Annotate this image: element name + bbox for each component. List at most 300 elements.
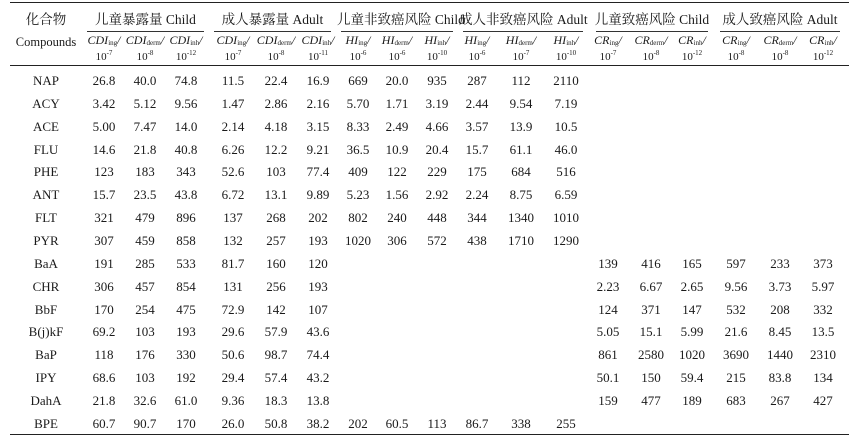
symbol-subscript: inh: [190, 39, 200, 47]
column-unit: [123, 50, 167, 63]
table-cell: 9.56: [724, 278, 748, 294]
column-symbol: $HI_{ing}/$: [345, 33, 371, 47]
table-cell: 330: [176, 347, 196, 363]
symbol-base: HI: [345, 33, 359, 47]
table-row: [0, 139, 859, 161]
compound-header-en: Compounds: [15, 35, 77, 49]
table-cell: 61.0: [174, 392, 198, 408]
table-cell: 257: [266, 232, 286, 248]
column-unit: [586, 50, 630, 63]
symbol-base: CDI: [256, 33, 278, 47]
table-cell: 191: [94, 255, 114, 271]
table-cell: 132: [223, 232, 243, 248]
table-cell: 23.5: [133, 187, 157, 203]
column-symbol: $CR_{derm}/$: [634, 33, 668, 47]
compound-name: ACY: [32, 95, 60, 111]
table-cell: 122: [387, 164, 407, 180]
table-cell: 2.16: [306, 95, 330, 111]
table-cell: 142: [266, 301, 286, 317]
table-cell: 134: [813, 370, 833, 386]
table-cell: 60.7: [92, 415, 116, 431]
unit-base: 10: [681, 51, 693, 63]
table-cell: 3.19: [425, 95, 449, 111]
symbol-base: CR: [634, 33, 650, 47]
column-header: [455, 34, 499, 63]
table-cell: 107: [308, 301, 328, 317]
table-cell: 371: [641, 301, 661, 317]
compound-header-zh: 化合物: [25, 12, 67, 27]
table-cell: 338: [511, 415, 531, 431]
group-underline: [341, 31, 453, 32]
table-cell: 15.7: [92, 187, 116, 203]
unit-base: 10: [771, 51, 783, 63]
table-cell: 9.21: [306, 141, 330, 157]
column-header: [801, 34, 845, 63]
table-cell: 233: [770, 255, 790, 271]
symbol-base: CR: [763, 33, 779, 47]
table-cell: 306: [387, 232, 407, 248]
table-cell: 2.86: [264, 95, 288, 111]
compound-name: BaP: [35, 347, 57, 363]
column-header: [82, 34, 126, 63]
table-cell: 193: [308, 278, 328, 294]
symbol-base: HI: [464, 33, 478, 47]
table-cell: 26.0: [221, 415, 245, 431]
compound-name: FLT: [35, 210, 57, 226]
table-cell: 9.89: [306, 187, 330, 203]
table-cell: 2580: [638, 347, 664, 363]
column-unit: [801, 50, 845, 63]
table-cell: 896: [176, 210, 196, 226]
symbol-base: CDI: [125, 33, 147, 47]
table-cell: 516: [556, 164, 576, 180]
table-cell: 285: [135, 255, 155, 271]
table-row: [0, 161, 859, 183]
column-header: [629, 34, 673, 63]
column-header: [296, 34, 340, 63]
column-unit: [629, 50, 673, 63]
table-cell: 475: [176, 301, 196, 317]
table-row: [0, 70, 859, 92]
table-cell: 113: [427, 415, 447, 431]
table-cell: 307: [94, 232, 114, 248]
column-header: [586, 34, 630, 63]
symbol-base: CDI: [169, 33, 191, 47]
table-cell: 254: [135, 301, 155, 317]
group-underline: [463, 31, 583, 32]
table-cell: 1340: [508, 210, 534, 226]
table-cell: 4.18: [264, 118, 288, 134]
column-symbol: $CDI_{ing}/$: [87, 33, 121, 47]
table-cell: 68.6: [92, 370, 116, 386]
table-cell: 533: [176, 255, 196, 271]
table-cell: 193: [176, 324, 196, 340]
table-cell: 9.54: [509, 95, 533, 111]
table-cell: 669: [348, 73, 368, 88]
unit-base: 10: [599, 51, 611, 63]
compound-name: BbF: [34, 301, 58, 317]
table-cell: 15.1: [639, 324, 663, 340]
table-cell: 255: [556, 415, 576, 431]
table-cell: 124: [598, 301, 618, 317]
table-cell: 409: [348, 164, 368, 180]
table-cell: 208: [770, 301, 790, 317]
table-cell: 597: [726, 255, 746, 271]
compound-name: PYR: [33, 232, 59, 248]
table-cell: 457: [135, 278, 155, 294]
table-cell: 86.7: [465, 415, 489, 431]
column-symbol: $CDI_{inh}/$: [169, 33, 203, 47]
table-cell: 159: [598, 392, 618, 408]
table-cell: 103: [135, 324, 155, 340]
table-cell: 29.6: [221, 324, 245, 340]
table-cell: 684: [511, 164, 531, 180]
table-cell: 139: [598, 255, 618, 271]
table-cell: 1.71: [385, 95, 409, 111]
table-cell: 802: [348, 210, 368, 226]
column-symbol: $CR_{inh}/$: [809, 33, 837, 47]
group-header: 成人致癌风险 Adult: [722, 12, 838, 27]
unit-base: 10: [555, 51, 567, 63]
unit-exponent: -8: [738, 49, 745, 57]
compound-name: FLU: [33, 141, 59, 157]
symbol-subscript: ing: [108, 39, 118, 47]
table-cell: 147: [682, 301, 702, 317]
unit-exponent: -7: [235, 49, 242, 57]
table-cell: 90.7: [133, 415, 157, 431]
compound-name: DahA: [30, 392, 62, 408]
table-cell: 40.0: [133, 73, 157, 88]
column-symbol: $CR_{inh}/$: [678, 33, 706, 47]
table-cell: 61.1: [509, 141, 533, 157]
table-cell: 57.4: [264, 370, 288, 386]
table-cell: 59.4: [680, 370, 704, 386]
unit-exponent: -8: [278, 49, 285, 57]
table-row: [0, 253, 859, 275]
column-header: [670, 34, 714, 63]
column-unit: [82, 50, 126, 63]
table-cell: 131: [223, 278, 243, 294]
table-cell: 5.23: [346, 187, 370, 203]
group-header: 儿童非致癌风险 Child: [337, 12, 465, 27]
table-cell: 2.24: [465, 187, 489, 203]
table-cell: 72.9: [221, 301, 245, 317]
unit-base: 10: [642, 51, 654, 63]
table-cell: 268: [266, 210, 286, 226]
unit-exponent: -7: [610, 49, 617, 57]
table-cell: 14.0: [174, 118, 198, 134]
unit-base: 10: [95, 51, 107, 63]
table-cell: 5.05: [596, 324, 620, 340]
group-header: 儿童致癌风险 Child: [594, 12, 710, 27]
table-cell: 81.7: [221, 255, 245, 271]
table-cell: 22.4: [264, 73, 288, 88]
column-header: [211, 34, 255, 63]
compound-name: BaA: [34, 255, 58, 271]
symbol-subscript: inh: [693, 39, 703, 47]
column-unit: [211, 50, 255, 63]
column-unit: [758, 50, 802, 63]
table-row: [0, 276, 859, 298]
table-cell: 18.3: [264, 392, 288, 408]
table-cell: 1290: [553, 232, 579, 248]
table-cell: 7.19: [554, 95, 578, 111]
column-symbol: $CR_{derm}/$: [763, 33, 797, 47]
symbol-base: HI: [505, 33, 519, 47]
table-cell: 202: [348, 415, 368, 431]
table-cell: 20.0: [385, 73, 409, 88]
table-cell: 10.5: [554, 118, 578, 134]
table-cell: 459: [135, 232, 155, 248]
table-cell: 13.5: [811, 324, 835, 340]
table-cell: 3.15: [306, 118, 330, 134]
symbol-subscript: inh: [824, 39, 834, 47]
table-row: [0, 230, 859, 252]
table-cell: 20.4: [425, 141, 449, 157]
table-cell: 438: [467, 232, 487, 248]
table-cell: 2.14: [221, 118, 245, 134]
group-underline: [87, 31, 204, 32]
group-header: 成人暴露量 Adult: [221, 12, 324, 27]
table-cell: 1710: [508, 232, 534, 248]
symbol-subscript: derm: [518, 39, 533, 47]
table-cell: 21.8: [133, 141, 157, 157]
table-cell: 43.8: [174, 187, 198, 203]
table-cell: 479: [135, 210, 155, 226]
table-cell: 21.8: [92, 392, 116, 408]
table-cell: 2.92: [425, 187, 449, 203]
table-cell: 858: [176, 232, 196, 248]
unit-exponent: -7: [106, 49, 113, 57]
symbol-base: CDI: [216, 33, 238, 47]
column-unit: [375, 50, 419, 63]
column-symbol: $CR_{ing}/$: [594, 33, 622, 47]
table-cell: 5.00: [92, 118, 116, 134]
unit-exponent: -6: [479, 49, 486, 57]
table-cell: 193: [308, 232, 328, 248]
symbol-subscript: ing: [609, 39, 619, 47]
symbol-base: CDI: [87, 33, 109, 47]
table-cell: 344: [467, 210, 487, 226]
table-cell: 373: [813, 255, 833, 271]
group-header: 儿童暴露量 Child: [95, 12, 196, 27]
table-cell: 36.5: [346, 141, 370, 157]
compound-name: BPE: [34, 415, 58, 431]
table-cell: 38.2: [306, 415, 330, 431]
column-symbol: $HI_{derm}/$: [505, 33, 537, 47]
column-header: [375, 34, 419, 63]
table-cell: 26.8: [92, 73, 116, 88]
table-cell: 2.44: [465, 95, 489, 111]
table-cell: 240: [387, 210, 407, 226]
table-cell: 6.26: [221, 141, 245, 157]
table-cell: 2.65: [680, 278, 704, 294]
table-cell: 77.4: [306, 164, 330, 180]
column-header: [164, 34, 208, 63]
table-cell: 103: [266, 164, 286, 180]
table-cell: 8.33: [346, 118, 370, 134]
symbol-base: HI: [553, 33, 567, 47]
table-cell: 183: [135, 164, 155, 180]
symbol-base: CR: [809, 33, 825, 47]
table-cell: 8.45: [768, 324, 792, 340]
table-cell: 74.8: [174, 73, 198, 88]
table-cell: 98.7: [264, 347, 288, 363]
unit-exponent: -8: [147, 49, 154, 57]
table-cell: 256: [266, 278, 286, 294]
table-cell: 50.1: [596, 370, 620, 386]
compound-name: CHR: [32, 278, 60, 294]
table-cell: 57.9: [264, 324, 288, 340]
unit-exponent: -11: [318, 49, 329, 57]
column-symbol: $HI_{derm}/$: [381, 33, 413, 47]
symbol-subscript: derm: [394, 39, 409, 47]
table-cell: 112: [511, 73, 531, 88]
column-symbol: $CDI_{derm}/$: [125, 33, 165, 47]
group-underline: [596, 31, 708, 32]
table-cell: 83.8: [768, 370, 792, 386]
column-unit: [714, 50, 758, 63]
table-cell: 3.57: [465, 118, 489, 134]
table-row: [0, 116, 859, 138]
unit-base: 10: [388, 51, 400, 63]
unit-exponent: -12: [692, 49, 703, 57]
table-cell: 7.47: [133, 118, 157, 134]
compound-name: B(j)kF: [28, 324, 64, 340]
symbol-subscript: inh: [566, 39, 576, 47]
symbol-subscript: ing: [477, 39, 487, 47]
unit-base: 10: [468, 51, 480, 63]
table-row: [0, 367, 859, 389]
column-symbol: $HI_{inh}/$: [424, 33, 450, 47]
table-cell: 3.73: [768, 278, 792, 294]
column-header: [336, 34, 380, 63]
unit-base: 10: [812, 51, 824, 63]
table-cell: 12.2: [264, 141, 288, 157]
table-row: [0, 207, 859, 229]
table-cell: 10.9: [385, 141, 409, 157]
table-cell: 854: [176, 278, 196, 294]
table-cell: 32.6: [133, 392, 157, 408]
table-cell: 103: [135, 370, 155, 386]
unit-base: 10: [349, 51, 361, 63]
table-row: [0, 93, 859, 115]
column-unit: [415, 50, 459, 63]
unit-exponent: -7: [523, 49, 530, 57]
table-cell: 321: [94, 210, 114, 226]
table-cell: 448: [427, 210, 447, 226]
table-cell: 43.6: [306, 324, 330, 340]
column-symbol: $CDI_{ing}/$: [216, 33, 250, 47]
table-cell: 2310: [810, 347, 836, 363]
table-cell: 2.49: [385, 118, 409, 134]
column-unit: [499, 50, 543, 63]
column-header: [254, 34, 298, 63]
column-unit: [254, 50, 298, 63]
table-cell: 50.6: [221, 347, 245, 363]
table-cell: 123: [94, 164, 114, 180]
table-cell: 9.56: [174, 95, 198, 111]
table-cell: 11.5: [221, 73, 245, 88]
table-cell: 332: [813, 301, 833, 317]
column-header: [123, 34, 167, 63]
column-symbol: $HI_{inh}/$: [553, 33, 579, 47]
symbol-subscript: ing: [358, 39, 368, 47]
table-cell: 60.5: [385, 415, 409, 431]
table-cell: 74.4: [306, 347, 330, 363]
table-cell: 5.12: [133, 95, 157, 111]
table-cell: 427: [813, 392, 833, 408]
symbol-base: HI: [424, 33, 438, 47]
table-cell: 40.8: [174, 141, 198, 157]
unit-exponent: -10: [437, 49, 448, 57]
table-cell: 118: [94, 347, 114, 363]
table-row: [0, 413, 859, 435]
symbol-subscript: derm: [146, 39, 161, 47]
table-cell: 13.1: [264, 187, 288, 203]
column-header: [415, 34, 459, 63]
symbol-subscript: inh: [437, 39, 447, 47]
symbol-base: CR: [722, 33, 738, 47]
table-cell: 3.42: [92, 95, 116, 111]
unit-exponent: -6: [360, 49, 367, 57]
compound-name: IPY: [35, 370, 57, 386]
column-unit: [296, 50, 340, 63]
table-cell: 120: [308, 255, 328, 271]
group-underline: [720, 31, 840, 32]
table-cell: 14.6: [92, 141, 116, 157]
table-cell: 137: [223, 210, 243, 226]
unit-base: 10: [426, 51, 438, 63]
header-bottom-rule: [10, 65, 849, 66]
unit-base: 10: [307, 51, 319, 63]
table-row: [0, 321, 859, 343]
table-cell: 343: [176, 164, 196, 180]
table-cell: 150: [641, 370, 661, 386]
unit-exponent: -12: [823, 49, 834, 57]
unit-exponent: -12: [186, 49, 197, 57]
symbol-subscript: inh: [322, 39, 332, 47]
table-row: [0, 390, 859, 412]
column-header: [544, 34, 588, 63]
table-cell: 1.56: [385, 187, 409, 203]
table-cell: 5.70: [346, 95, 370, 111]
table-cell: 46.0: [554, 141, 578, 157]
symbol-subscript: ing: [737, 39, 747, 47]
table-cell: 160: [266, 255, 286, 271]
table-cell: 5.99: [680, 324, 704, 340]
table-top-rule: [10, 2, 849, 3]
table-cell: 175: [467, 164, 487, 180]
table-cell: 9.36: [221, 392, 245, 408]
table-cell: 2.23: [596, 278, 620, 294]
symbol-base: HI: [381, 33, 395, 47]
table-cell: 189: [682, 392, 702, 408]
table-cell: 13.9: [509, 118, 533, 134]
table-cell: 935: [427, 73, 447, 88]
unit-exponent: -8: [653, 49, 660, 57]
table-cell: 1010: [553, 210, 579, 226]
symbol-base: CDI: [301, 33, 323, 47]
column-header: [499, 34, 543, 63]
table-cell: 1440: [767, 347, 793, 363]
table-row: [0, 344, 859, 366]
table-cell: 6.72: [221, 187, 245, 203]
compound-name: PHE: [33, 164, 59, 180]
unit-base: 10: [136, 51, 148, 63]
symbol-subscript: derm: [778, 39, 794, 47]
table-cell: 532: [726, 301, 746, 317]
